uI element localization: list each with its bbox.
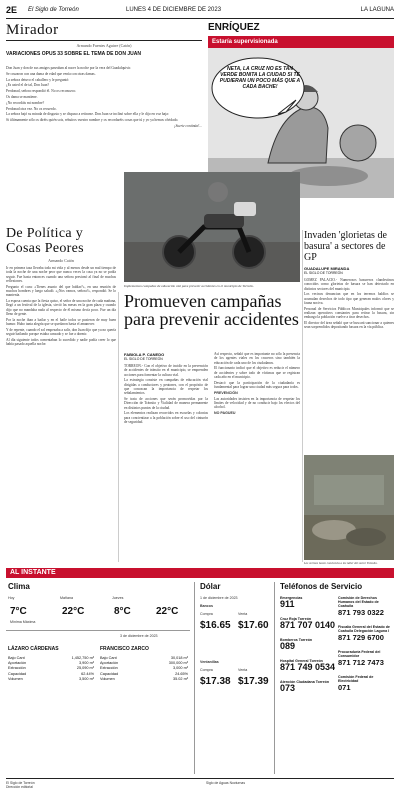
footer-line: Siglo de Aguas Nocturnas xyxy=(206,781,246,785)
promueven-author: FABIOLA P. CANEDO xyxy=(124,352,165,357)
mirador-title: Mirador xyxy=(6,22,59,38)
paragraph: Ir en primera taza llevaba toda mi vida y al menos desde un mal tiempo de toda la noche de una noche peor que nunca veces la casa ya no se podía seguir. Fue hasta entonces cuando una señora presionó al final de muchas reflexiones. xyxy=(6,266,116,283)
invaden-outlet: EL SIGLO DE TORREÓN xyxy=(304,271,343,275)
dolar-windows-label: Ventanillas xyxy=(200,660,219,664)
promueven-headline: Promueven campañas para prevenir accidentes xyxy=(124,291,299,329)
paragraph: Se trata de acciones que serán promovidas por la Dirección de Tránsito y Vialidad de manera permanente en distintos puntos de la ciudad. xyxy=(124,397,208,410)
paragraph: Por la noche iban a bailar y en el baile todos se pusieron de muy buen humor. Hubo tanta alegría que se quedaron hasta el amanecer. xyxy=(6,317,116,327)
dolar-venta: $17.39 xyxy=(238,676,269,687)
cell: 35.02 m³ xyxy=(173,676,188,681)
paragraph: Los vecinos denuncian que en los terrenos baldíos se acumulan desechos de todo tipo que generan malos olores y fauna nociva. xyxy=(304,292,394,305)
mirador-kicker: VARIACIONES OPUS 33 SOBRE EL TEMA DE DON JUAN xyxy=(6,51,141,57)
cartoon-speech: NETA, LA CRUZ NO ES TAN VERDE BONITA LA CIUDAD SI TE PUDIERAN UN POCO MÁS QUE A CADA BACHE! xyxy=(219,66,301,90)
promueven-outlet: EL SIGLO DE TORREÓN xyxy=(124,357,163,361)
telefonos-title: Teléfonos de Servicio xyxy=(280,582,363,591)
clima-note: Mínima Máxima xyxy=(10,620,36,624)
table-row xyxy=(8,677,94,682)
page-number: 2E xyxy=(6,5,18,15)
banner-text: Estaría supervisionada xyxy=(212,39,278,45)
list-item xyxy=(338,596,394,617)
list-item xyxy=(280,638,336,651)
cell: Capacidad xyxy=(100,671,119,676)
cell: Volumen xyxy=(100,676,115,681)
cell: 1,452,750 m³ xyxy=(71,656,94,660)
photo-caption: Los vecinos hacen conciencia a los taller del sector Tránsito. xyxy=(304,561,378,565)
dolar-bank-label: Bancos xyxy=(200,604,213,608)
cell: 300,000 m³ xyxy=(168,661,188,666)
dolar-compra: $16.65 xyxy=(200,620,231,631)
phone-number: 089 xyxy=(280,641,296,651)
paragraph: Al día siguiente todos comentaban lo sucedido y nadie podía creer lo que había pasado aquella noche. xyxy=(6,337,116,347)
page-header xyxy=(6,4,394,19)
divider xyxy=(6,40,202,41)
trash-photo xyxy=(304,455,394,560)
phone-label: Comisión Federal de Electricidad xyxy=(338,675,374,683)
paragraph: La esposa cuenta que la fiesta quiso, el señor de una noche de cada mañana, llegó a un festival de la iglesia, sirvió las mesas en la gran plaza y cuando dijo que no mandaba nada al respecto de él mismo decía poco. Fue un día lleno de gente. xyxy=(6,299,116,316)
list-item xyxy=(280,680,336,693)
dolar-venta-label: Venta xyxy=(238,612,248,616)
paragraph: Perdonad, señora respondió él. No os reconozco. xyxy=(6,89,77,94)
dolar-compra: $17.38 xyxy=(200,676,231,687)
page-date: LUNES 4 DE DICIEMBRE DE 2023 xyxy=(126,7,222,13)
paragraph: Perdonad otra vez. No os recuerdo. xyxy=(6,106,57,111)
paragraph: El director del área señaló que se buscará sancionar a quienes sean sorprendidos depositando basura en la vía pública. xyxy=(304,321,394,330)
divider xyxy=(302,230,303,562)
paragraph: Los elementos realizan recorridos en escuelas y colonias para concientizar a la población sobre el uso del cinturón de seguridad. xyxy=(124,411,208,425)
phone-number: 871 712 7473 xyxy=(338,658,384,667)
subhead: NO PAGUEU xyxy=(214,411,236,416)
divider xyxy=(6,630,190,631)
cell: 62.44% xyxy=(81,671,94,676)
section-title: AL INSTANTE xyxy=(10,569,56,576)
clima-title: Clima xyxy=(8,582,30,591)
dam-title-left: LÁZARO CÁRDENAS xyxy=(8,646,59,652)
cell: 25,090 m³ xyxy=(76,666,94,671)
photo-caption: Implementan campañas de educación vial para prevenir accidentes en el municipio de Torreón. xyxy=(124,284,254,288)
phone-number: 071 xyxy=(338,683,351,692)
dam-table-left xyxy=(8,656,94,682)
clima-label-tomorrow: Mañana xyxy=(60,596,73,600)
cartoon-banner xyxy=(208,36,394,48)
dolar-date: 1 de diciembre de 2023 xyxy=(200,596,238,600)
cell: Aportación xyxy=(8,661,27,666)
promueven-col2 xyxy=(214,352,300,562)
invaden-headline: Invaden 'glorietas de basura' a sectores de GP xyxy=(304,230,387,263)
invaden-body xyxy=(304,278,394,452)
publication-name: El Siglo de Torreón xyxy=(28,7,79,13)
list-item xyxy=(338,675,394,692)
paragraph: Os dama se mantiene. xyxy=(6,94,38,99)
cell: Capacidad xyxy=(8,671,27,676)
divider xyxy=(194,582,195,774)
paragraph: La señora detuvo el caballero y le preguntó: xyxy=(6,77,70,82)
cell: 24.65% xyxy=(175,671,188,676)
dolar-compra-label: Compra xyxy=(200,668,213,672)
list-item xyxy=(280,617,336,630)
phone-label: Fiscalía General del Estado de Coahuila Delegación Laguna I xyxy=(338,625,390,633)
page-footer xyxy=(6,778,394,793)
al-instante-bar xyxy=(6,568,394,578)
phone-number: 073 xyxy=(280,683,296,693)
phone-label: Hospital General Torreón xyxy=(280,659,323,663)
paragraph: Personal de Servicios Públicos Municipales informó que se realizan operativos constantes para retirar la basura, sin embargo la población vuelve a tirar desechos. xyxy=(304,306,394,320)
dolar-title: Dólar xyxy=(200,582,221,591)
paragraph: ¡Suerte continúa!... xyxy=(174,123,202,128)
dam-table-right xyxy=(100,656,188,682)
cell: Bajo Cant xyxy=(8,656,25,660)
mirador-author: Armando Fuentes Aguirre (Catón) xyxy=(76,43,132,48)
cell: 30,018 m³ xyxy=(170,656,188,660)
phone-label: Emergencias xyxy=(280,596,303,600)
cell: Extracción xyxy=(100,666,118,671)
cell: 3,900 m³ xyxy=(79,661,94,666)
phone-number: 871 729 6700 xyxy=(338,633,384,642)
paragraph: La señora bajó su mirada de disgusto y se dispuso a retirarse. Don Juan se inclinó sobre ella y le dijo en voz baja: xyxy=(6,112,169,117)
section-name: LA LAGUNA xyxy=(360,7,394,13)
divider xyxy=(118,292,119,562)
paragraph: Don Juan y don de sus amigos paseaban al nacer la noche por la vera del Guadalquivir. xyxy=(6,66,132,70)
table-row xyxy=(100,677,188,682)
footer-left xyxy=(6,781,35,789)
news-photo xyxy=(304,455,394,560)
phone-number: 911 xyxy=(280,599,295,609)
phone-label: Comisión de Derechos Humanos del Estado de Coahuila xyxy=(338,596,379,608)
phone-label: Procuraduría Federal del Consumidor xyxy=(338,650,381,658)
dolar-venta: $17.60 xyxy=(238,620,269,631)
paragraph: Si últimamente sólo os diréis quién sois, rehuíros vuestro nombre y os recordaréis cosas que tú y yo ya hemos olvidado. xyxy=(6,118,179,123)
motorcycle-photo xyxy=(124,172,300,282)
temp-min: 8°C xyxy=(114,606,131,617)
phone-list-right xyxy=(338,596,394,692)
title-line: De Política y xyxy=(6,226,83,241)
politica-title xyxy=(6,226,84,256)
promueven-col1 xyxy=(124,364,208,562)
phone-number: 871 749 0534 xyxy=(280,662,336,672)
paragraph: Las autoridades insisten en la importancia de respetar los límites de velocidad y de no conducir bajo los efectos del alcohol. xyxy=(214,396,300,410)
paragraph: ¿Es usted el de tal, Don Juan? xyxy=(6,83,50,88)
cell: Extracción xyxy=(8,666,26,671)
cell: 3,500 m³ xyxy=(79,676,94,681)
paragraph: El funcionario indicó que el objetivo es reducir el número de accidentes y sobre todo de víctimas que se registran cada año en el municipio. xyxy=(214,366,300,379)
cell: 3,000 m³ xyxy=(173,666,188,671)
phone-number: 871 707 0140 xyxy=(280,620,336,630)
temp-min: 7°C xyxy=(10,606,27,617)
phone-label: Atención Ciudadana Torreón xyxy=(280,680,330,684)
dolar-compra-label: Compra xyxy=(200,612,213,616)
footer-line: El Siglo de Torreón xyxy=(6,781,35,785)
list-item xyxy=(280,596,336,609)
paragraph: Destacó que la participación de la ciudadanía es fundamental para lograr una ciudad más segura para todos. xyxy=(214,380,300,390)
dam-title-right: FRANCISCO ZARCO xyxy=(100,646,149,652)
cell: Volumen xyxy=(8,676,23,681)
cell: Aportación xyxy=(100,661,119,666)
stocks-date: 3 de diciembre de 2023 xyxy=(120,634,158,638)
invaden-author: GUADALUPE MIRANDA xyxy=(304,266,350,271)
paragraph: TORREÓN.- Con el objetivo de incidir en la prevención de accidentes de tránsito en el municipio, se emprenden acciones para fomentar la cultura vial. xyxy=(124,364,208,377)
list-item xyxy=(280,659,336,672)
title-line: Cosas Peores xyxy=(6,241,84,256)
subhead: PREVENCIÓN xyxy=(214,390,238,395)
clima-label-thursday: Jueves xyxy=(112,596,124,600)
cartoon-title: ENRÍQUEZ xyxy=(208,22,260,33)
news-photo xyxy=(124,172,300,282)
divider xyxy=(274,582,275,774)
phone-label: Bomberos Torreón xyxy=(280,638,313,642)
list-item xyxy=(338,650,394,667)
phone-label: Cruz Roja Torreón xyxy=(280,617,312,621)
phone-list-left xyxy=(280,596,336,693)
paragraph: La estrategia consiste en campañas de educación vial dirigidas a conductores y peatones, con el propósito de que conozcan la importancia de respetar los señalamientos. xyxy=(124,378,208,396)
dolar-venta-label: Venta xyxy=(238,668,248,672)
footer-line: Dirección editorial xyxy=(6,785,33,789)
paragraph: Se cruzaron con una dama de edad que venía con otras damas. xyxy=(6,71,96,76)
temp-max: 22°C xyxy=(62,606,85,617)
list-item xyxy=(338,625,394,642)
clima-label-today: Hoy xyxy=(8,596,15,600)
paragraph: Y de repente, cuando el sol empezaba a salir, don Juan dijo que ya no quería seguir bailando porque estaba cansado y se fue a dormir. xyxy=(6,327,116,337)
paragraph: Pregunto el cura: «Tienes asunto del que hablar?», en una reunión de muchos hombres y luego saludó. «¿Nos vamos, señora?», respondió. Se lo mantenía. xyxy=(6,284,116,298)
paragraph: Así respecto, señaló que es importante no sólo la presencia de los agentes viales en los cruceros sino también la educación de cada uno de los ciudadanos. xyxy=(214,352,300,365)
paragraph: ¿No recordáis mi nombre? xyxy=(6,100,45,105)
cell: Bajo Cant xyxy=(100,656,117,660)
footer-right xyxy=(206,781,245,785)
politica-author: Armando Catón xyxy=(48,258,74,263)
politica-body xyxy=(6,266,116,562)
paragraph: GÓMEZ PALACIO.- Numerosos basureros clandestinos conocidos como glorietas de basura se han detectado en distintos sectores del municipio. xyxy=(304,278,394,291)
phone-number: 871 793 0322 xyxy=(338,608,384,617)
temp-max: 22°C xyxy=(156,606,179,617)
